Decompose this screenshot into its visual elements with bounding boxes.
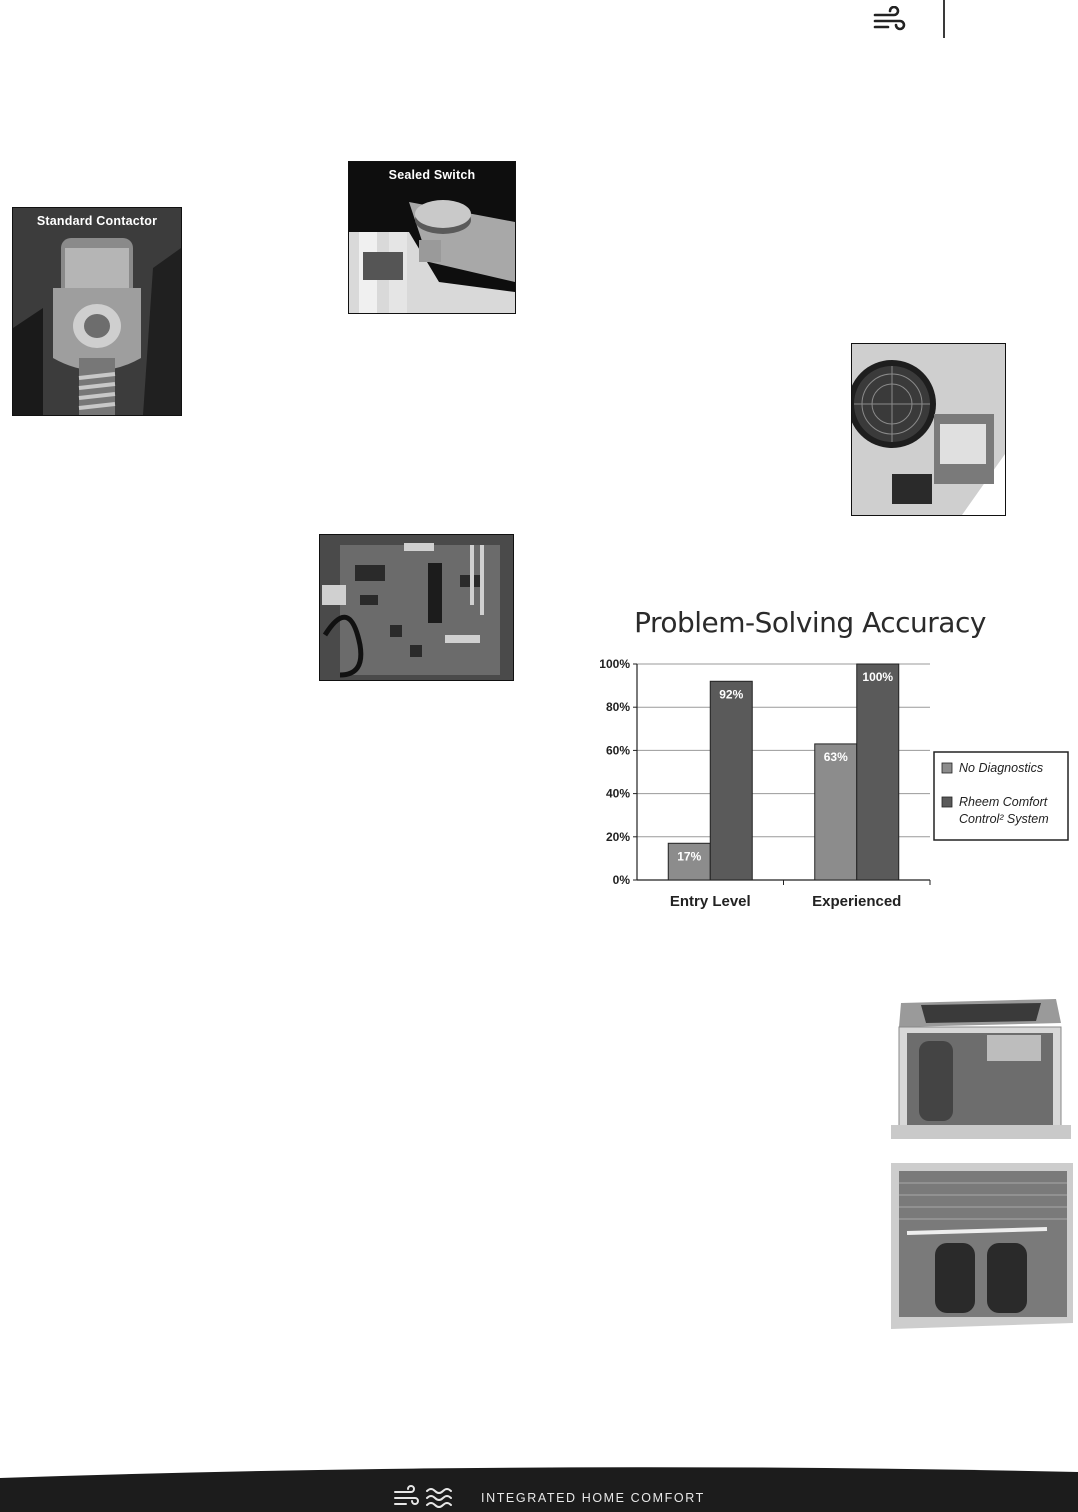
standard-contactor-photo [12,207,182,416]
bar-value-label: 17% [677,849,702,864]
condenser-unit-photo [851,343,1006,516]
bar-value-label: 92% [719,687,744,702]
bar [710,681,752,880]
y-tick-label: 20% [605,829,630,844]
category-label: Experienced [812,893,902,910]
outdoor-unit-photo [891,993,1076,1141]
footer-bar [0,1466,1078,1512]
accuracy-bar-chart [580,648,1078,918]
chart-title: Problem-Solving Accuracy [634,606,986,639]
water-icon [427,1489,451,1507]
footer-tagline: INTEGRATED HOME COMFORT [481,1491,705,1505]
legend-swatch [942,763,952,773]
sealed-switch-photo [348,161,516,314]
photo-label: Sealed Switch [388,168,476,182]
bar [857,664,899,880]
bar-value-label: 100% [862,670,894,684]
category-label: Entry Level [669,893,751,910]
wind-icon [872,6,908,34]
photo-label: Standard Contactor [36,214,158,228]
footer-icons [393,1484,461,1512]
wind-icon [395,1486,418,1504]
y-tick-label: 100% [599,657,630,671]
y-tick-label: 40% [605,786,630,801]
y-tick-label: 60% [605,743,630,758]
legend-label: No Diagnostics [959,761,1044,775]
header-divider [943,0,945,38]
legend-label: Rheem Comfort Control² System [959,795,1049,826]
control-board-photo [319,534,514,681]
legend-swatch [942,797,952,807]
bar-value-label: 63% [823,749,848,764]
bar [815,744,857,880]
y-tick-label: 80% [605,700,630,715]
outdoor-unit-interior-photo [887,1163,1076,1329]
y-tick-label: 0% [612,873,630,887]
